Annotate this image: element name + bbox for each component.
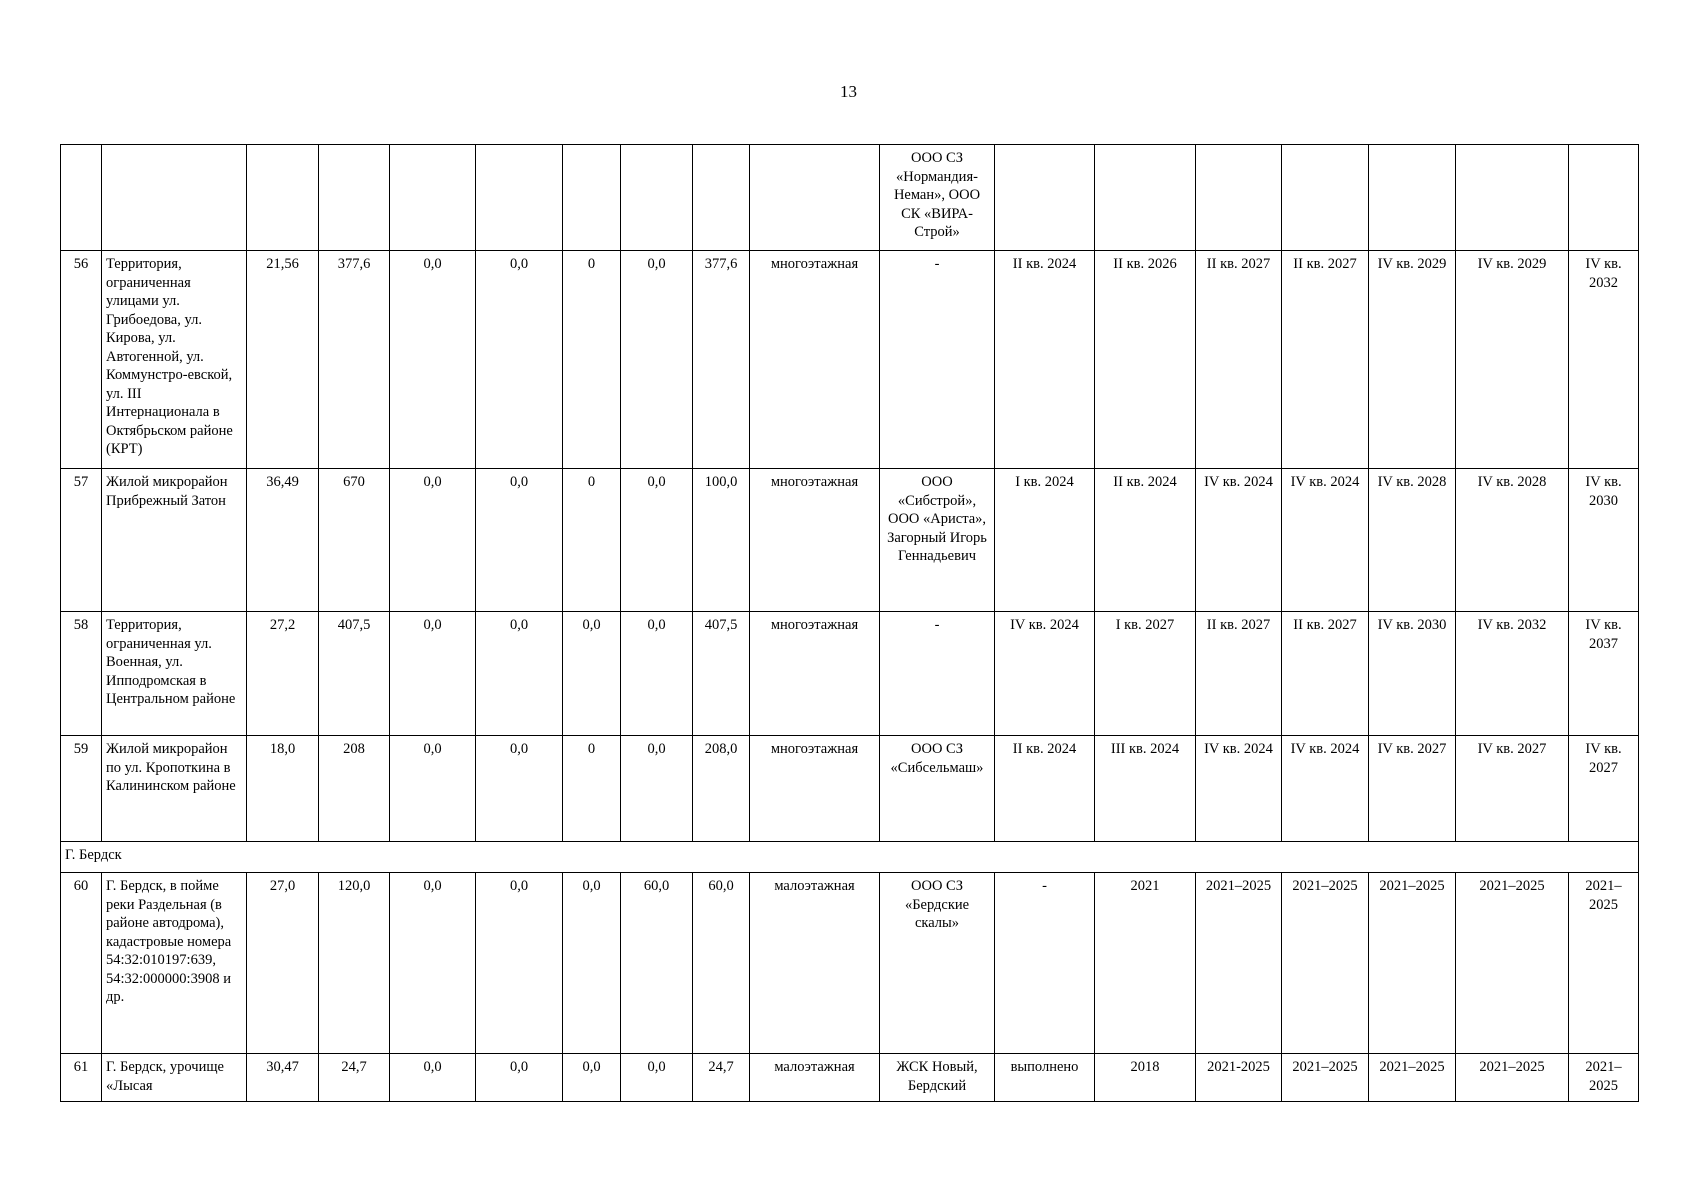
cell-value: 0,0	[476, 736, 563, 842]
cell-area: 36,49	[247, 469, 319, 612]
cell-date: IV кв. 2032	[1456, 612, 1569, 736]
cell-value: 0,0	[390, 1054, 476, 1102]
cell-date: 2021-2025	[1196, 1054, 1282, 1102]
cell-value: 208,0	[693, 736, 750, 842]
cell-value: 0,0	[563, 1054, 621, 1102]
table-row	[61, 145, 1639, 251]
cell-value: 0,0	[621, 469, 693, 612]
cell-total: 670	[319, 469, 390, 612]
cell-date: IV кв. 2028	[1369, 469, 1456, 612]
cell-value: 0,0	[621, 251, 693, 469]
cell-date: 2021–2025	[1569, 1054, 1639, 1102]
cell-developer: ООО СЗ «Сибсельмаш»	[880, 736, 995, 842]
cell-value: 0,0	[563, 612, 621, 736]
cell-date: 2021–2025	[1282, 1054, 1369, 1102]
cell-date: III кв. 2024	[1095, 736, 1196, 842]
cell-date: I кв. 2027	[1095, 612, 1196, 736]
cell-area: 27,0	[247, 873, 319, 1054]
cell-type: многоэтажная	[750, 469, 880, 612]
cell-name: Жилой микрорайон Прибрежный Затон	[102, 469, 247, 612]
table-row	[61, 736, 1639, 842]
cell-no: 60	[61, 873, 102, 1054]
cell-date: 2021–2025	[1282, 873, 1369, 1054]
cell-value: 0,0	[563, 873, 621, 1054]
cell-value: 60,0	[693, 873, 750, 1054]
cell-date: IV кв. 2032	[1569, 251, 1639, 469]
cell-name: Г. Бердск, в пойме реки Раздельная (в районе автодрома), кадастровые номера 54:32:010197:639, 54:32:000000:3908 и др.	[102, 873, 247, 1054]
cell-area: 18,0	[247, 736, 319, 842]
table-row	[61, 251, 1639, 469]
cell-value: 24,7	[693, 1054, 750, 1102]
page-number: 13	[840, 82, 857, 101]
cell-date: 2021–2025	[1369, 873, 1456, 1054]
cell-developer: ООО СЗ «Бердские скалы»	[880, 873, 995, 1054]
group-label: Г. Бердск	[61, 842, 1639, 873]
cell-date: II кв. 2024	[995, 251, 1095, 469]
cell-date: IV кв. 2024	[995, 612, 1095, 736]
cell-value: 377,6	[693, 251, 750, 469]
cell-value: 0	[563, 251, 621, 469]
cell-no	[61, 145, 102, 251]
cell-value: 0	[563, 469, 621, 612]
cell-date: IV кв. 2027	[1569, 736, 1639, 842]
cell-date: IV кв. 2030	[1569, 469, 1639, 612]
cell-name: Территория, ограниченная улицами ул. Грибоедова, ул. Кирова, ул. Автогенной, ул. Коммунстро-евской, ул. III Интернационала в Октябрьском районе (КРТ)	[102, 251, 247, 469]
cell-value: 0	[563, 736, 621, 842]
cell-type: малоэтажная	[750, 1054, 880, 1102]
cell-value: 60,0	[621, 873, 693, 1054]
cell-value: 0,0	[476, 1054, 563, 1102]
cell-value: 0,0	[390, 873, 476, 1054]
cell-date: II кв. 2027	[1282, 251, 1369, 469]
cell-no: 56	[61, 251, 102, 469]
cell-date: 2021	[1095, 873, 1196, 1054]
cell-date: II кв. 2026	[1095, 251, 1196, 469]
cell-date: -	[995, 873, 1095, 1054]
cell-date: 2021–2025	[1569, 873, 1639, 1054]
cell-total: 120,0	[319, 873, 390, 1054]
cell-date: IV кв. 2029	[1369, 251, 1456, 469]
cell-name: Жилой микрорайон по ул. Кропоткина в Калининском районе	[102, 736, 247, 842]
cell-no: 58	[61, 612, 102, 736]
cell-type: многоэтажная	[750, 251, 880, 469]
cell-area: 30,47	[247, 1054, 319, 1102]
cell-date: IV кв. 2037	[1569, 612, 1639, 736]
cell-total: 208	[319, 736, 390, 842]
cell-total: 377,6	[319, 251, 390, 469]
cell-date: IV кв. 2024	[1196, 469, 1282, 612]
cell-type: многоэтажная	[750, 736, 880, 842]
cell-date: II кв. 2024	[1095, 469, 1196, 612]
group-row	[61, 842, 1639, 873]
cell-date: IV кв. 2024	[1282, 736, 1369, 842]
cell-total: 24,7	[319, 1054, 390, 1102]
cell-type: малоэтажная	[750, 873, 880, 1054]
cell-date: II кв. 2027	[1196, 251, 1282, 469]
cell-value: 0,0	[621, 736, 693, 842]
cell-value: 0,0	[390, 251, 476, 469]
table-row	[61, 612, 1639, 736]
cell-date: II кв. 2024	[995, 736, 1095, 842]
cell-date: II кв. 2027	[1282, 612, 1369, 736]
cell-value: 0,0	[476, 469, 563, 612]
cell-value: 0,0	[621, 612, 693, 736]
cell-date: IV кв. 2027	[1456, 736, 1569, 842]
table-row	[61, 469, 1639, 612]
cell-value: 0,0	[621, 1054, 693, 1102]
cell-type: многоэтажная	[750, 612, 880, 736]
table-row	[61, 873, 1639, 1054]
cell-name: Г. Бердск, урочище «Лысая	[102, 1054, 247, 1102]
cell-date: 2021–2025	[1196, 873, 1282, 1054]
cell-date: выполнено	[995, 1054, 1095, 1102]
cell-date: IV кв. 2030	[1369, 612, 1456, 736]
cell-total: 407,5	[319, 612, 390, 736]
cell-value: 0,0	[390, 736, 476, 842]
cell-date: IV кв. 2024	[1196, 736, 1282, 842]
cell-area: 27,2	[247, 612, 319, 736]
cell-date: 2018	[1095, 1054, 1196, 1102]
cell-developer: ООО СЗ «Нормандия-Неман», ООО СК «ВИРА-Строй»	[880, 145, 995, 251]
cell-no: 59	[61, 736, 102, 842]
cell-value: 407,5	[693, 612, 750, 736]
cell-date: IV кв. 2024	[1282, 469, 1369, 612]
development-table	[60, 144, 1639, 1102]
cell-date: I кв. 2024	[995, 469, 1095, 612]
cell-date: II кв. 2027	[1196, 612, 1282, 736]
cell-date: 2021–2025	[1369, 1054, 1456, 1102]
cell-developer: ООО «Сибстрой», ООО «Ариста», Загорный Игорь Геннадьевич	[880, 469, 995, 612]
cell-value: 0,0	[390, 612, 476, 736]
cell-date: IV кв. 2029	[1456, 251, 1569, 469]
cell-date: 2021–2025	[1456, 873, 1569, 1054]
cell-developer: -	[880, 612, 995, 736]
cell-area: 21,56	[247, 251, 319, 469]
cell-value: 0,0	[476, 612, 563, 736]
cell-date: IV кв. 2027	[1369, 736, 1456, 842]
table-row	[61, 1054, 1639, 1102]
cell-date: 2021–2025	[1456, 1054, 1569, 1102]
cell-date: IV кв. 2028	[1456, 469, 1569, 612]
cell-developer: -	[880, 251, 995, 469]
cell-no: 61	[61, 1054, 102, 1102]
cell-developer: ЖСК Новый, Бердский	[880, 1054, 995, 1102]
cell-value: 0,0	[476, 251, 563, 469]
cell-value: 0,0	[390, 469, 476, 612]
cell-value: 100,0	[693, 469, 750, 612]
cell-name	[102, 145, 247, 251]
cell-no: 57	[61, 469, 102, 612]
cell-value: 0,0	[476, 873, 563, 1054]
cell-name: Территория, ограниченная ул. Военная, ул. Ипподромская в Центральном районе	[102, 612, 247, 736]
